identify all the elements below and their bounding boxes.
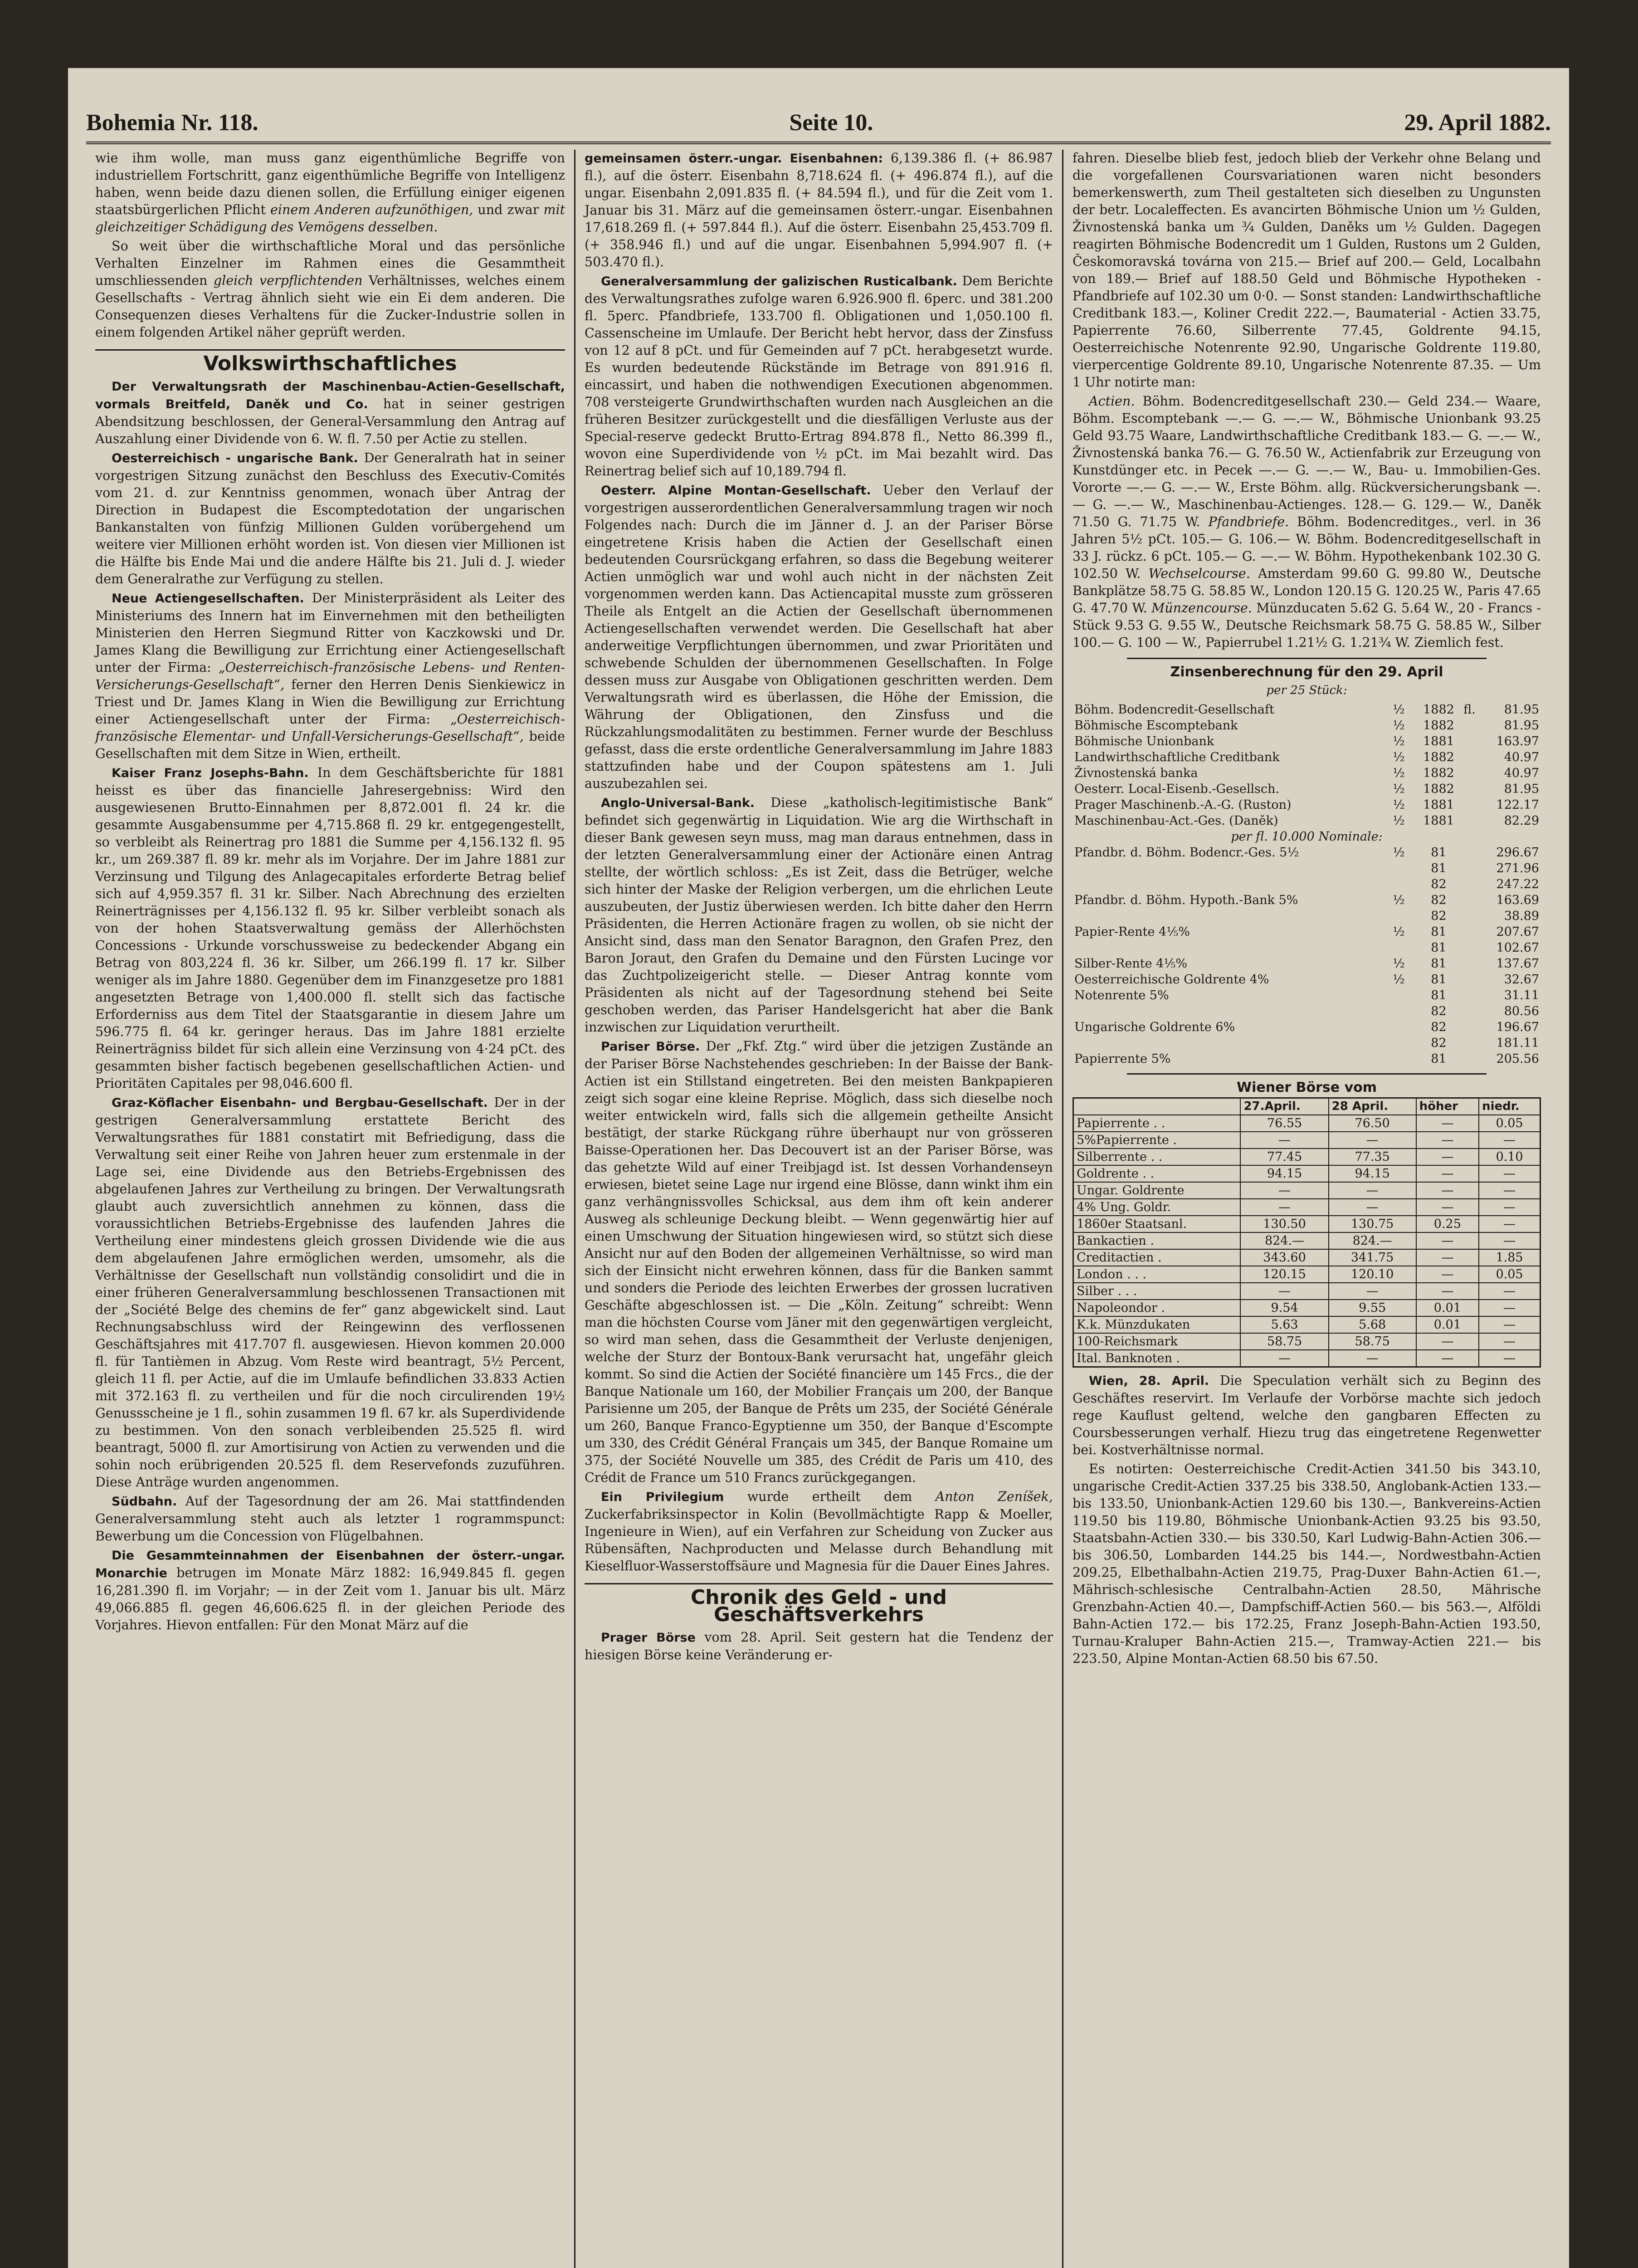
exchange-value: 0.01 [1416, 1316, 1479, 1333]
interest-cell-frac [1381, 1035, 1416, 1051]
interest-cell-frac [1381, 987, 1416, 1003]
interest-cell-cur: fl. [1463, 703, 1476, 717]
interest-cell-name [1072, 876, 1381, 892]
interest-cell-name: Oesterr. Local-Eisenb.-Gesellsch. [1074, 782, 1280, 796]
interest-cell-name: Ungarische Goldrente 6% [1074, 1020, 1235, 1034]
interest-cell-year: 1882 [1423, 782, 1454, 796]
interest-cell-name [1072, 860, 1381, 876]
interest-row [1072, 1035, 1541, 1051]
interest-row [1072, 765, 1541, 781]
interest-cell-frac [1381, 1051, 1416, 1067]
interest-cell-year: 81 [1431, 1052, 1447, 1066]
interest-note: per fl. 10.000 Nominale: [1231, 830, 1383, 844]
interest-cell-name: Živnostenská banka [1074, 766, 1198, 780]
exchange-row [1073, 1149, 1540, 1165]
exchange-value: — [1479, 1232, 1540, 1249]
exchange-value: — [1240, 1182, 1328, 1199]
interest-cell-name: Böhmische Escomptebank [1074, 719, 1238, 733]
exchange-value: 94.15 [1329, 1165, 1416, 1182]
interest-cell-cur [1461, 813, 1478, 829]
interest-cell-val: 247.22 [1496, 877, 1539, 891]
interest-cell-year: 1882 [1423, 703, 1454, 717]
exchange-header-cell: niedr. [1479, 1098, 1540, 1115]
exchange-value: — [1329, 1182, 1416, 1199]
interest-cell-val: 137.67 [1496, 957, 1539, 971]
interest-note-row [1072, 829, 1541, 845]
exchange-value: 341.75 [1329, 1249, 1416, 1266]
exchange-value: 94.15 [1240, 1165, 1328, 1182]
interest-cell-year: 81 [1431, 925, 1447, 939]
interest-cell-cur [1461, 733, 1478, 749]
exchange-value: — [1329, 1283, 1416, 1300]
column-3 [1062, 150, 1550, 2268]
exchange-value: 130.50 [1240, 1216, 1328, 1232]
news-item: Neue Actiengesellschaften. Der Ministerpräsident als Leiter des Ministeriums des Innern hat im Einvernehmen mit den betheiligten Ministerien den Herren Siegmund Ritter von Kaczkowski und Dr. James Klang die Bewilligung zur Errichtung einer Actiengesellschaft unter der Firma: „Oesterreichisch-französische Lebens- und Renten-Versicherungs-Gesellschaft“, ferner den Herren Denis Sienkiewicz in Triest und Dr. James Klang in Wien die Bewilligung zur Errichtung einer Actiengesellschaft unter der Firma: „Oesterreichisch-französische Elementar- und Unfall-Versicherungs-Gesellschaft“, beide Gesellschaften mit dem Sitze in Wien, ertheilt. [95, 591, 566, 761]
interest-cell-cur [1461, 892, 1478, 908]
exchange-value: 824.— [1240, 1232, 1328, 1249]
exchange-header-cell: 27.April. [1240, 1098, 1328, 1115]
interest-cell-name [1072, 940, 1381, 956]
interest-cell-year: 82 [1431, 909, 1447, 923]
column-1 [86, 150, 574, 2268]
interest-cell-frac [1381, 1003, 1416, 1019]
exchange-value: 0.25 [1416, 1216, 1479, 1232]
columns [86, 150, 1551, 2268]
exchange-value: 76.55 [1240, 1115, 1328, 1132]
interest-cell-val: 38.89 [1504, 909, 1539, 923]
interest-cell-year: 82 [1431, 1020, 1447, 1034]
exchange-value: — [1479, 1182, 1540, 1199]
exchange-value: 120.10 [1329, 1266, 1416, 1283]
interest-cell-val: 31.11 [1504, 988, 1539, 1002]
interest-cell-name: Pfandbr. d. Böhm. Bodencr.-Ges. 5½ [1074, 846, 1299, 860]
exchange-security-name: Ital. Banknoten . [1073, 1350, 1241, 1367]
exchange-value: — [1479, 1333, 1540, 1350]
exchange-value: — [1479, 1350, 1540, 1367]
article-paragraph: wie ihm wolle, man muss ganz eigenthümliche Begriffe von industriellem Fortschritt, ganz eigenthümliche Begriffe von Intelligenz haben, wenn beide dazu dienen sollen, die Erfüllung einiger eigenen staatsbürgerlichen Pflicht einem Anderen aufzunöthigen, und zwar mit gleichzeitiger Schädigung des Vemögens desselben. [95, 151, 566, 235]
exchange-row [1073, 1266, 1540, 1283]
interest-cell-val: 81.95 [1504, 703, 1539, 717]
interest-cell-val: 122.17 [1496, 798, 1539, 812]
header-issue: Bohemia Nr. 118. [86, 110, 258, 136]
exchange-value: — [1416, 1283, 1479, 1300]
exchange-security-name: Bankactien . [1073, 1232, 1241, 1249]
exchange-value: — [1416, 1333, 1479, 1350]
exchange-value: — [1240, 1199, 1328, 1216]
exchange-value: 0.10 [1479, 1149, 1540, 1165]
interest-cell-year: 81 [1431, 988, 1447, 1002]
interest-row [1072, 1019, 1541, 1035]
interest-cell-frac: ½ [1393, 973, 1405, 987]
exchange-value: — [1479, 1165, 1540, 1182]
exchange-value: — [1416, 1232, 1479, 1249]
interest-row [1072, 845, 1541, 860]
vienna-exchange-title: Wiener Börse vom [1236, 1080, 1377, 1095]
exchange-row [1073, 1249, 1540, 1266]
interest-row [1072, 940, 1541, 956]
interest-cell-val: 81.95 [1504, 782, 1539, 796]
exchange-value: — [1416, 1165, 1479, 1182]
interest-cell-frac [1381, 876, 1416, 892]
news-item: Ein Privilegium wurde ertheilt dem Anton Zeníšek, Zuckerfabriksinspector in Kolin (Bevollmächtigte Rapp & Moeller, Ingenieure in Wien), auf ein Verfahren zur Scheidung von Zucker aus Rübensäften, Nachproducten und Melasse durch Behandlung mit Kieselfluor-Wasserstoffsäure und Magnesia für die Dauer Eines Jahres. [585, 1489, 1053, 1574]
interest-cell-frac [1381, 860, 1416, 876]
interest-cell-cur [1461, 845, 1478, 860]
interest-cell-frac: ½ [1393, 798, 1405, 812]
news-item: Anglo-Universal-Bank. Diese „katholisch-legitimistische Bank“ befindet sich gegenwärtig in Liquidation. Wie arg die Wirthschaft in dieser Bank gewesen seyn muss, mag man daraus entnehmen, dass in der letzten Generalversammlung einer der Actionäre einen Antrag stellte, der wörtlich schloss: „Es ist Zeit, dass die Betrüger, welche sich hinter der Maske der Religion verbergen, um die ehrlichen Leute auszubeuten, der Justiz überwiesen werden. Ich bitte daher den Herrn Präsidenten, die Herren Actionäre fragen zu wollen, ob sie nicht der Ansicht sind, dass man den Senator Baragnon, den Grafen Prez, den Baron Joraut, den Grafen du Demaine und den Fürsten Lucinge vor das Zuchtpolizeigericht stelle. — Dieser Antrag konnte vom Präsidenten als nicht auf der Tagesordnung stehend bei Seite geschoben werden, das Pariser Handelsgericht hat aber die Bank inzwischen zur Liquidation verurtheilt. [585, 795, 1053, 1035]
exchange-value: — [1416, 1350, 1479, 1367]
news-item: Prager Börse vom 28. April. Seit gestern hat die Tendenz der hiesigen Börse keine Veränderung er- [585, 1630, 1053, 1662]
exchange-value: — [1479, 1283, 1540, 1300]
exchange-value: — [1329, 1132, 1416, 1149]
interest-cell-year: 1881 [1423, 734, 1454, 748]
interest-cell-name: Notenrente 5% [1074, 988, 1169, 1002]
exchange-row [1073, 1165, 1540, 1182]
exchange-value: — [1479, 1132, 1540, 1149]
exchange-row [1073, 1316, 1540, 1333]
divider [1127, 1073, 1487, 1075]
interest-cell-name: Pfandbr. d. Böhm. Hypoth.-Bank 5% [1074, 893, 1298, 907]
exchange-security-name: Silber . . . [1073, 1283, 1241, 1300]
interest-cell-frac: ½ [1393, 766, 1405, 780]
interest-cell-val: 32.67 [1504, 973, 1539, 987]
interest-cell-name: Böhm. Bodencredit-Gesellschaft [1074, 703, 1274, 717]
news-item: gemeinsamen österr.-ungar. Eisenbahnen: 6,139.386 fl. (+ 86.987 fl.), auf die österr. Eisenbahn 8,718.624 fl. (+ 496.874 fl.), auf die ungar. Eisenbahn 2,091.835 fl. (+ 84.594 fl.), und für die Zeit vom 1. Januar bis 31. März auf die gemeinsamen österr.-ungar. Eisenbahnen 17,618.269 fl. (+ 597.844 fl.). Auf die österr. Eisenbahn 25,453.709 fl. (+ 358.946 fl.) und auf die ungar. Eisenbahnen 5,994.907 fl. (+ 503.470 fl.). [585, 151, 1053, 269]
interest-table-title: Zinsenberechnung für den 29. April [1170, 664, 1443, 680]
interest-cell-val: 271.96 [1496, 861, 1539, 875]
interest-cell-val: 196.67 [1496, 1020, 1539, 1034]
interest-cell-cur [1461, 1035, 1478, 1051]
interest-cell-val: 40.97 [1504, 766, 1539, 780]
page-header [86, 86, 1551, 144]
interest-row [1072, 860, 1541, 876]
interest-cell-cur [1461, 1051, 1478, 1067]
exchange-row [1073, 1115, 1540, 1132]
interest-cell-year: 82 [1431, 893, 1447, 907]
exchange-value: — [1416, 1132, 1479, 1149]
exchange-value: — [1416, 1249, 1479, 1266]
interest-cell-cur [1461, 972, 1478, 987]
news-item: Wien, 28. April. Die Speculation verhält sich zu Beginn des Geschäftes reservirt. Im Verlaufe der Vorbörse machte sich jedoch rege Kauflust geltend, welche den gangbaren Effecten zu Coursbesserungen verhalf. Hiezu trug das eingetretene Regenwetter bei. Kostverhältnisse normal. [1072, 1373, 1541, 1457]
interest-cell-cur [1461, 718, 1478, 733]
interest-cell-year: 1882 [1423, 750, 1454, 764]
exchange-value: — [1416, 1182, 1479, 1199]
exchange-value: — [1479, 1300, 1540, 1316]
interest-cell-year: 81 [1431, 861, 1447, 875]
exchange-value: 9.55 [1329, 1300, 1416, 1316]
exchange-value: 0.01 [1416, 1300, 1479, 1316]
exchange-row [1073, 1216, 1540, 1232]
exchange-value: — [1416, 1266, 1479, 1283]
interest-cell-frac: ½ [1393, 719, 1405, 733]
interest-cell-val: 40.97 [1504, 750, 1539, 764]
interest-cell-val: 163.69 [1496, 893, 1539, 907]
interest-cell-cur [1461, 781, 1478, 797]
interest-cell-val: 82.29 [1504, 814, 1539, 828]
interest-row [1072, 892, 1541, 908]
interest-row [1072, 702, 1541, 718]
interest-cell-name: Prager Maschinenb.-A.-G. (Ruston) [1074, 798, 1292, 812]
section-title: Volkswirthschaftliches [95, 349, 565, 372]
interest-cell-frac [1381, 908, 1416, 924]
interest-table [1072, 702, 1541, 1067]
news-item: Graz-Köflacher Eisenbahn- und Bergbau-Gesellschaft. Der in der gestrigen Generalversammlung erstattete Bericht des Verwaltungsrathes für 1881 constatirt mit Befriedigung, dass die Verwaltung seit einer Reihe von Jahren heuer zum erstenmale in der Lage sei, eine Dividende aus den Betriebs-Ergebnissen des abgelaufenen Jahres zur Vertheilung zu bringen. Der Verwaltungsrath glaubt auch zuversichtlich annehmen zu können, dass die voraussichtlichen Betriebs-Ergebnisse des laufenden Jahres die Vertheilung einer mindestens gleich grossen Dividende wie die aus dem abgelaufenen Jahre ermöglichen werden, umsomehr, als die Verhältnisse der Gesellschaft nun vollständig consolidirt und die in einer früheren Generalversammlung beschlossenen Transactionen mit der „Société Belge des chemins de fer“ ganz abgewickelt sind. Laut Rechnungsabschluss wird der Reingewinn des verflossenen Geschäftsjahres mit 417.707 fl. ausgewiesen. Hievon kommen 20.000 fl. für Tantièmen in Abzug. Vom Reste wird beantragt, 5½ Percent, gleich 11 fl. per Actie, auf die im Umlaufe befindlichen 33.833 Actien mit 372.163 fl. zu vertheilen und für die noch circulirenden 19½ Genussscheine je 1 fl., sohin zusammen 19 fl. 67 kr. als Superdividende zu bestimmen. Von den sonach verbleibenden 25.525 fl. wird beantragt, 5000 fl. zur Amortisirung von Actien zu verwenden und die sohin noch erübrigenden 20.525 fl. dem Reservefonds zuzuführen. Diese Anträge wurden angenommen. [95, 1095, 565, 1490]
interest-row [1072, 781, 1541, 797]
exchange-value: 5.63 [1240, 1316, 1328, 1333]
interest-cell-cur [1461, 956, 1478, 972]
exchange-header-cell: 28 April. [1329, 1098, 1416, 1115]
exchange-security-name: 4% Ung. Goldr. [1073, 1199, 1241, 1216]
interest-cell-frac: ½ [1393, 846, 1405, 860]
interest-row [1072, 1051, 1541, 1067]
interest-cell-name: Papier-Rente 4⅕% [1074, 925, 1190, 939]
interest-cell-year: 1881 [1423, 814, 1454, 828]
interest-row [1072, 876, 1541, 892]
interest-cell-frac: ½ [1393, 893, 1405, 907]
interest-row [1072, 908, 1541, 924]
interest-cell-name: Papierrente 5% [1074, 1052, 1171, 1066]
interest-cell-frac [1381, 1019, 1416, 1035]
exchange-value: — [1329, 1199, 1416, 1216]
interest-cell-cur [1461, 765, 1478, 781]
interest-cell-frac: ½ [1393, 703, 1405, 717]
exchange-value: — [1240, 1350, 1328, 1367]
exchange-row [1073, 1300, 1540, 1316]
interest-cell-cur [1461, 924, 1478, 940]
exchange-value: 0.05 [1479, 1266, 1540, 1283]
exchange-security-name: 100-Reichsmark [1073, 1333, 1241, 1350]
exchange-security-name: Papierrente . . [1073, 1115, 1241, 1132]
exchange-row [1073, 1182, 1540, 1199]
interest-cell-cur [1461, 1019, 1478, 1035]
exchange-row [1073, 1132, 1540, 1149]
interest-cell-val: 207.67 [1496, 925, 1539, 939]
exchange-header-cell: höher [1416, 1098, 1479, 1115]
interest-cell-cur [1461, 876, 1478, 892]
interest-cell-year: 82 [1431, 1036, 1447, 1050]
interest-cell-name: Maschinenbau-Act.-Ges. (Daněk) [1074, 814, 1278, 828]
vienna-exchange-table [1072, 1097, 1541, 1368]
exchange-value: 77.45 [1240, 1149, 1328, 1165]
interest-cell-frac: ½ [1393, 734, 1405, 748]
header-date: 29. April 1882. [1404, 110, 1551, 136]
interest-cell-frac: ½ [1393, 925, 1405, 939]
interest-cell-frac [1381, 940, 1416, 956]
interest-cell-val: 163.97 [1496, 734, 1539, 748]
interest-cell-year: 82 [1431, 877, 1447, 891]
exchange-security-name: K.k. Münzdukaten [1073, 1316, 1241, 1333]
header-page-number: Seite 10. [789, 110, 873, 136]
exchange-value: — [1479, 1316, 1540, 1333]
interest-cell-frac: ½ [1393, 957, 1405, 971]
interest-cell-cur [1461, 749, 1478, 765]
interest-cell-frac: ½ [1393, 814, 1405, 828]
interest-cell-name: Landwirthschaftliche Creditbank [1074, 750, 1280, 764]
exchange-security-name: 1860er Staatsanl. [1073, 1216, 1241, 1232]
exchange-row [1073, 1350, 1540, 1367]
exchange-row [1073, 1232, 1540, 1249]
interest-cell-cur [1461, 797, 1478, 813]
interest-cell-name: Silber-Rente 4⅕% [1074, 957, 1188, 971]
interest-cell-cur [1461, 1003, 1478, 1019]
interest-cell-frac: ½ [1393, 750, 1405, 764]
exchange-value: 58.75 [1329, 1333, 1416, 1350]
article-paragraph: So weit über die wirthschaftliche Moral und das persönliche Verhalten Einzelner im Rahmen eines die Gesammtheit umschliessenden gleich verpflichtenden Verhältnisses, welches einem Gesellschafts - Vertrag ähnlich sieht wie ein Ei dem anderen. Die Consequenzen dieses Verhaltens für die Zucker-Industrie sollen in einem folgenden Artikel näher geprüft werden. [95, 239, 565, 340]
interest-cell-year: 1881 [1423, 798, 1454, 812]
exchange-row [1073, 1199, 1540, 1216]
exchange-security-name: London . . . [1073, 1266, 1241, 1283]
exchange-value: 130.75 [1329, 1216, 1416, 1232]
interest-cell-year: 1882 [1423, 766, 1454, 780]
column-2 [574, 150, 1062, 2268]
exchange-row [1073, 1333, 1540, 1350]
exchange-value: — [1416, 1199, 1479, 1216]
interest-row [1072, 718, 1541, 733]
interest-cell-cur [1461, 987, 1478, 1003]
exchange-value: — [1416, 1115, 1479, 1132]
interest-cell-year: 81 [1431, 973, 1447, 987]
interest-cell-name [1072, 1003, 1381, 1019]
interest-cell-year: 81 [1431, 846, 1447, 860]
article-paragraph: Es notirten: Oesterreichische Credit-Actien 341.50 bis 343.10, ungarische Credit-Actien 337.25 bis 338.50, Anglobank-Actien 133.— bis 133.50, Unionbank-Actien 129.60 bis 130.—, Bankvereins-Actien 119.50 bis 119.80, Böhmische Unionbank-Actien 93.25 bis 93.50, Staatsbahn-Actien 330.— bis 330.50, Karl Ludwig-Bahn-Actien 306.— bis 306.50, Lombarden 144.25 bis 144.—, Nordwestbahn-Actien 209.25, Elbethalbahn-Actien 219.75, Prag-Duxer Bahn-Actien 61.—, Mährisch-schlesische Centralbahn-Actien 28.50, Mährische Grenzbahn-Actien 40.—, Dampfschiff-Actien 560.— bis 563.—, Alföldi Bahn-Actien 172.— bis 172.25, Franz Joseph-Bahn-Actien 193.50, Turnau-Kraluper Bahn-Actien 215.—, Tramway-Actien 221.— bis 223.50, Alpine Montan-Actien 68.50 bis 67.50. [1072, 1461, 1541, 1666]
exchange-value: 824.— [1329, 1232, 1416, 1249]
interest-row [1072, 956, 1541, 972]
interest-cell-name: Oesterreichische Goldrente 4% [1074, 973, 1269, 987]
interest-cell-val: 181.11 [1496, 1036, 1539, 1050]
exchange-value: 0.05 [1479, 1115, 1540, 1132]
divider [1127, 658, 1487, 659]
interest-cell-val: 296.67 [1496, 846, 1539, 860]
exchange-security-name: Goldrente . . [1073, 1165, 1241, 1182]
interest-table-subtitle: per 25 Stück: [1266, 684, 1347, 697]
exchange-security-name: 5%Papierrente . [1073, 1132, 1241, 1149]
exchange-security-name: Creditactien . [1073, 1249, 1241, 1266]
exchange-value: — [1329, 1350, 1416, 1367]
article-paragraph: fahren. Dieselbe blieb fest, jedoch blieb der Verkehr ohne Belang und die vorgefallenen Coursvariationen waren nicht besonders bemerkenswerth, zum Theil gestalteten sich dieselben zu Ungunsten der betr. Localeffecten. Es avancirten Böhmische Union um ½ Gulden, Živnostenská banka um ¾ Gulden, Daněks um ½ Gulden. Dagegen reagirten Böhmische Bodencredit um 1 Gulden, Rustons um 2 Gulden, Českomoravská továrna von 215.— Brief auf 200.— Geld, Localbahn von 189.— Brief auf 188.50 Geld und Böhmische Hypotheken - Pfandbriefe auf 102.30 um 0·0. — Sonst standen: Landwirthschaftliche Creditbank 183.—, Koliner Credit 222.—, Baumaterial - Actien 33.75, Papierrente 76.60, Silberrente 77.45, Goldrente 94.15, Oesterreichische Notenrente 92.90, Ungarische Goldrente 119.80, vierpercentige Goldrente 89.10, Ungarische Notenrente 87.35. — Um 1 Uhr notirte man: [1072, 151, 1541, 390]
exchange-value: 77.35 [1329, 1149, 1416, 1165]
interest-cell-name [1072, 1035, 1381, 1051]
interest-cell-val: 81.95 [1504, 719, 1539, 733]
interest-cell-cur [1461, 860, 1478, 876]
interest-cell-frac: ½ [1393, 782, 1405, 796]
interest-row [1072, 987, 1541, 1003]
exchange-value: 343.60 [1240, 1249, 1328, 1266]
interest-cell-name [1072, 908, 1381, 924]
exchange-row [1073, 1283, 1540, 1300]
news-item: Die Gesammteinnahmen der Eisenbahnen der österr.-ungar. Monarchie betrugen im Monate März 1882: 16,949.845 fl. gegen 16,281.390 fl. im Vorjahr; — in der Zeit vom 1. Januar bis ult. März 49,066.885 fl. gegen 46,606.625 fl. in der gleichen Periode des Vorjahres. Hievon entfallen: Für den Monat März auf die [95, 1549, 565, 1633]
exchange-security-name: Ungar. Goldrente [1073, 1182, 1241, 1199]
exchange-value: 9.54 [1240, 1300, 1328, 1316]
section-title: Chronik des Geld - und Geschäftsverkehrs [585, 1583, 1053, 1623]
article-paragraph: Actien. Böhm. Bodencreditgesellschaft 230.— Geld 234.— Waare, Böhm. Escomptebank —.— G. —.— W., Böhmische Unionbank 93.25 Geld 93.75 Waare, Landwirthschaftliche Creditbank 183.— G. —.— W., Živnostenská banka 76.— G. 76.50 W., Actienfabrik zur Erzeugung von Kunstdünger etc. in Pecek —.— G. —.— W., Bau- u. Immobilien-Ges. Vororte —.— G. —.— W., Erste Böhm. allg. Rückversicherungsbank —.— G. —.— W., Maschinenbau-Actienges. 128.— G. 129.— W., Daněk 71.50 G. 71.75 W. Pfandbriefe. Böhm. Bodencreditges., verl. in 36 Jahren 5½ pCt. 105.— G. 106.— W. Böhm. Bodencreditgesellschaft in 33 J. rückz. 6 pCt. 105.— G. —.— W. Böhm. Hypothekenbank 102.30 G. 102.50 W. Wechselcourse. Amsterdam 99.60 G. 99.80 W., Deutsche Bankplätze 58.75 G. 58.85 W., London 120.15 G. 120.25 W., Paris 47.65 G. 47.70 W. Münzencourse. Münzducaten 5.62 G. 5.64 W., 20 - Francs - Stück 9.53 G. 9.55 W., Deutsche Reichsmark 58.75 G. 58.85 W., Silber 100.— G. 100 — W., Papierrubel 1.21½ G. 1.21¾ W. Ziemlich fest. [1072, 394, 1541, 650]
interest-cell-year: 81 [1431, 957, 1447, 971]
exchange-value: 58.75 [1240, 1333, 1328, 1350]
interest-row [1072, 813, 1541, 829]
exchange-value: — [1416, 1149, 1479, 1165]
interest-cell-year: 81 [1431, 941, 1447, 955]
news-item: Südbahn. Auf der Tagesordnung der am 26. Mai stattfindenden Generalversammlung steht auch als letzter 1 rogrammspunct: Bewerbung um die Concession von Flügelbahnen. [95, 1494, 565, 1544]
news-item: Der Verwaltungsrath der Maschinenbau-Actien-Gesellschaft, vormals Breitfeld, Daněk und Co. hat in seiner gestrigen Abendsitzung beschlossen, der General-Versammlung den Antrag auf Auszahlung einer Dividende von 6. W. fl. 7.50 per Actie zu stellen. [95, 380, 565, 446]
interest-cell-year: 1882 [1423, 719, 1454, 733]
exchange-value: 76.50 [1329, 1115, 1416, 1132]
newspaper-page [68, 68, 1569, 2268]
news-item: Pariser Börse. Der „Fkf. Ztg.“ wird über die jetzigen Zustände an der Pariser Börse Nachstehendes geschrieben: In der Baisse der Bank-Actien ist ein Stillstand eingetreten. Bei den meisten Bankpapieren zeigt sich sogar eine kleine Reprise. Möglich, dass sich dieselbe noch weiter entwickeln wird, falls sich die allgemein getheilte Ansicht bestätigt, der starke Rückgang rühre überhaupt nur von grösseren Baisse-Operationen her. Das Decouvert ist an der Pariser Börse, was das gehetzte Wild auf einer Treibjagd ist. Ist dessen Vorhandenseyn erwiesen, bietet seine Lage nur irgend eine Blösse, dann winkt ihm ein ganz verhängnissvolles Schicksal, aus dem ihm oft kein anderer Ausweg als schleunige Deckung bleibt. — Wenn gegenwärtig hier auf einen Umschwung der Situation hingewiesen wird, so stützt sich diese Ansicht nur auf den Boden der allgemeinen Verhältnisse, so wird man sich der Einsicht nicht erwehren können, dass für die Banken sammt und sonders die Periode des leichten Erwerbes der grossen lucrativen Geschäfte abgeschlossen ist. — Die „Köln. Zeitung“ schreibt: Wenn man die höchsten Course vom Jäner mit den gegenwärtigen vergleicht, so wird man sehen, dass die Gesammtheit der Verluste denjenigen, welche der Sturz der Bontoux-Bank verursacht hat, ungefähr gleich kommt. So sind die Actien der Société financière um 145 Frcs., die der Banque Nationale um 160, der Mobilier Français um 200, der Banque Parisienne um 205, der Banque de Prêts um 235, der Société Générale um 260, Banque Franco-Egyptienne um 350, der Banque d'Escompte um 330, des Crédit Général Français um 345, der Banque Romaine um 375, der Société Nouvelle um 385, des Crédit de Paris um 410, des Crédit de France um 510 Francs zurückgegangen. [585, 1039, 1053, 1485]
interest-cell-cur [1461, 908, 1478, 924]
exchange-header-cell [1073, 1098, 1241, 1115]
interest-cell-name: Böhmische Unionbank [1074, 734, 1214, 748]
interest-row [1072, 1003, 1541, 1019]
exchange-value: — [1479, 1199, 1540, 1216]
news-item: Oesterreichisch - ungarische Bank. Der Generalrath hat in seiner vorgestrigen Sitzung zunächst den Beschluss des Executiv-Comités vom 21. d. zur Kenntniss genommen, wonach über Antrag der Direction in Budapest die Escomptedotation der ungarischen Bankanstalten von fünfzig Millionen Gulden vorübergehend um weitere vier Millionen erhöht worden ist. Von diesen vier Millionen ist die Hälfte bis Ende Mai und die andere Hälfte bis 21. Juli d. J. wieder dem Generalrathe zur Verfügung zu stellen. [95, 450, 566, 587]
exchange-value: — [1240, 1132, 1328, 1149]
news-item: Generalversammlung der galizischen Rusticalbank. Dem Berichte des Verwaltungsrathes zufolge waren 6.926.900 fl. 6perc. und 381.200 fl. 5perc. Pfandbriefe, 133.700 fl. Obligationen und 1,050.100 fl. Cassenscheine im Umlaufe. Der Bericht hebt hervor, dass der Zinsfuss von 12 auf 8 pCt. und für Gemeinden auf 7 pCt. herabgesetzt wurde. Es wurden bedeutende Rückstände im Betrage von 891.916 fl. eincassirt, und haben die nothwendigen Executionen abgenommen. 708 versteigerte Grundwirthschaften wurden nach Ausgleichen an die früheren Besitzer zurückgestellt und die diesfälligen Verluste aus der Special-reserve gedeckt Brutto-Ertrag 894.878 fl., Netto 86.399 fl., wovon eine Superdividende von ½ pCt. im Mai bezahlt wird. Das Reinertrag belief sich auf 10,189.794 fl. [585, 274, 1053, 479]
interest-row [1072, 972, 1541, 987]
interest-cell-val: 80.56 [1504, 1004, 1539, 1018]
exchange-security-name: Silberrente . . [1073, 1149, 1241, 1165]
interest-cell-val: 102.67 [1496, 941, 1539, 955]
exchange-value: 1.85 [1479, 1249, 1540, 1266]
interest-row [1072, 749, 1541, 765]
exchange-value: 5.68 [1329, 1316, 1416, 1333]
interest-row [1072, 924, 1541, 940]
interest-cell-year: 82 [1431, 1004, 1447, 1018]
exchange-security-name: Napoleondor . [1073, 1300, 1241, 1316]
interest-cell-cur [1461, 940, 1478, 956]
exchange-value: 120.15 [1240, 1266, 1328, 1283]
interest-row [1072, 797, 1541, 813]
interest-cell-val: 205.56 [1496, 1052, 1539, 1066]
news-item: Kaiser Franz Josephs-Bahn. In dem Geschäftsberichte für 1881 heisst es über das financielle Jahresergebniss: Wird den ausgewiesenen Brutto-Einnahmen per 8,872.001 fl. 24 kr. die gesammte Ausgabensumme per 4,715.868 fl. 29 kr. entgegengestellt, so verbleibt als Reinertrag pro 1881 die Summe per 4,156.132 fl. 95 kr., um 269.387 fl. 89 kr. mehr als im Vorjahre. Der im Jahre 1881 zur Verzinsung und Tilgung des Anlagecapitales erforderte Betrag belief sich auf 4,959.357 fl. 31 kr. Silber. Nach Abrechnung des erzielten Reinerträgnisses per 4,156.132 fl. 95 kr. Silber verbleibt sonach als von der hohen Staatsverwaltung gemäss der Allerhöchsten Concessions - Urkunde vorschussweise zu bedeckender Abgang ein Betrag von 803,224 fl. 36 kr. Silber, um 266.199 fl. 17 kr. Silber weniger als im Jahre 1880. Gegenüber dem im Finanzgesetze pro 1881 angesetzten Betrage von 1,400.000 fl. stellt sich das factische Erforderniss aus dem Titel der Staatsgarantie in diesem Jahre um 596.775 fl. 64 kr. geringer heraus. Das im Jahre 1881 erzielte Reinerträgniss bildet für sich allein eine Verzinsung von 4·24 pCt. des gesammten bisher factisch begebenen gesellschaftlichen Actien- und Prioritäten Capitales per 98,046.600 fl. [95, 765, 565, 1091]
exchange-value: — [1479, 1216, 1540, 1232]
interest-row [1072, 733, 1541, 749]
exchange-value: — [1240, 1283, 1328, 1300]
news-item: Oesterr. Alpine Montan-Gesellschaft. Ueber den Verlauf der vorgestrigen ausserordentlichen Generalversammlung tragen wir noch Folgendes nach: Durch die im Jänner d. J. an der Pariser Börse eingetretene Krisis haben die Actien der Gesellschaft einen bedeutenden Coursrückgang erfahren, so dass die Begebung weiterer Actien unmöglich war und wohl auch nicht in der nächsten Zeit vorgenommen werden kann. Das Actiencapital musste zum grösseren Theile als Entgelt an die Actien der Gesellschaft übernommenen Actiengesellschaften verwendet werden. Die Gesellschaft hat aber anderweitige Verpflichtungen übernommen, und zwar Prioritäten und schwebende Schulden der übernommenen Gesellschaften. In Folge dessen muss zur Ausgabe von Obligationen geschritten werden. Dem Verwaltungsrath wird es überlassen, die Höhe der Emission, die Währung der Obligationen, den Zinsfuss und die Rückzahlungsmodalitäten zu bestimmen. Ferner wurde der Beschluss gefasst, dass die erste ordentliche Generalversammlung im Jahre 1883 stattzufinden habe und der Coupon spätestens am 1. Juli auszubezahlen sei. [585, 483, 1053, 791]
